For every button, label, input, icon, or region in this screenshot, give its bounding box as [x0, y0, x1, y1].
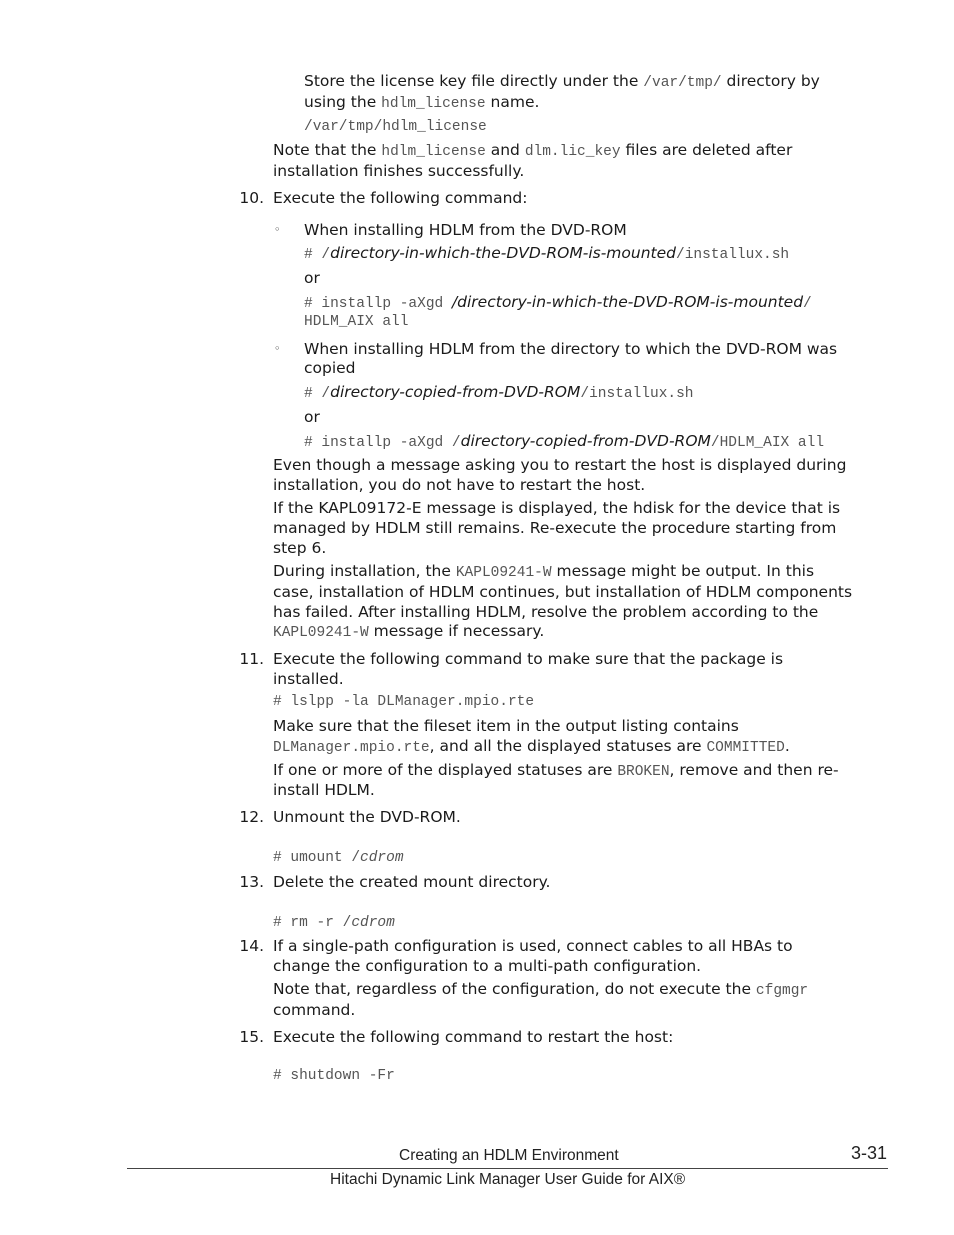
step-11-text-1: Execute the following command to make sure that the package is	[273, 650, 784, 668]
step-14-para-line-1: Note that, regardless of the configuration, do not execute the cfgmgr	[273, 980, 809, 999]
step-number-13: 13.	[239, 873, 264, 891]
step-10-bullet-2-label-2: copied	[304, 359, 356, 377]
or-text: or	[304, 408, 320, 426]
step-10-para-2-line-1: If the KAPL09172-E message is displayed, the hdisk for the device that is	[273, 499, 841, 517]
step-14-text-2: change the configuration to a multi-path configuration.	[273, 957, 702, 975]
step-number-14: 14.	[239, 937, 264, 955]
step-14-text-1: If a single-path configuration is used, connect cables to all HBAs to	[273, 937, 793, 955]
intro-note-line-1: Note that the hdlm_license and dlm.lic_key files are deleted after	[273, 141, 793, 160]
step-10-para-3-line-3: has failed. After installing HDLM, resolve the problem according to the	[273, 603, 819, 621]
step-10-para-2-line-3: step 6.	[273, 539, 327, 557]
step-10-bullet-2-command-2: # installp -aXgd /directory-copied-from-DVD-ROM/HDLM_AIX all	[304, 432, 825, 451]
step-10-bullet-1-command-2: # installp -aXgd /directory-in-which-the-DVD-ROM-is-mounted/	[304, 293, 812, 312]
step-10-para-3-line-1: During installation, the KAPL09241-W message might be output. In this	[273, 562, 815, 581]
intro-note-line-2: installation finishes successfully.	[273, 162, 525, 180]
intro-store-line-2: using the hdlm_license name.	[304, 93, 540, 112]
step-11-command: # lslpp -la DLManager.mpio.rte	[273, 694, 535, 710]
step-10-bullet-1-command-1: # /directory-in-which-the-DVD-ROM-is-mounted/installux.sh	[304, 244, 790, 263]
step-10-bullet-1-command-2-cont: HDLM_AIX all	[304, 314, 409, 330]
step-10-bullet-2-label-1: When installing HDLM from the directory to which the DVD-ROM was	[304, 340, 838, 358]
step-15-command: # shutdown -Fr	[273, 1068, 395, 1084]
var-tmp-dir: /var/tmp/	[643, 75, 722, 91]
step-10-para-1-line-1: Even though a message asking you to restart the host is displayed during	[273, 456, 847, 474]
step-13-command: # rm -r /cdrom	[273, 915, 395, 931]
step-11-para-1-line-2: DLManager.mpio.rte, and all the displayed statuses are COMMITTED.	[273, 737, 790, 756]
step-number-10: 10.	[239, 189, 264, 207]
footer-chapter-title: Creating an HDLM Environment	[399, 1147, 619, 1164]
step-number-15: 15.	[239, 1028, 264, 1046]
step-12-command: # umount /cdrom	[273, 850, 404, 866]
step-10-bullet-1-label: When installing HDLM from the DVD-ROM	[304, 221, 627, 239]
license-path: /var/tmp/hdlm_license	[304, 119, 487, 135]
hdlm-license-name: hdlm_license	[381, 96, 486, 112]
step-10-para-1-line-2: installation, you do not have to restart the host.	[273, 476, 646, 494]
intro-store-line-1: Store the license key file directly under the /var/tmp/ directory by	[304, 72, 820, 91]
step-11-para-2-line-2: install HDLM.	[273, 781, 375, 799]
step-13-text: Delete the created mount directory.	[273, 873, 551, 891]
footer-guide-title: Hitachi Dynamic Link Manager User Guide for AIX®	[330, 1171, 686, 1188]
step-number-12: 12.	[239, 808, 264, 826]
step-10-bullet-2-command-1: # /directory-copied-from-DVD-ROM/installux.sh	[304, 383, 694, 402]
step-number-11: 11.	[239, 650, 264, 668]
step-11-text-2: installed.	[273, 670, 344, 688]
step-12-text: Unmount the DVD-ROM.	[273, 808, 461, 826]
step-15-text: Execute the following command to restart the host:	[273, 1028, 674, 1046]
step-10-para-3-line-2: case, installation of HDLM continues, but installation of HDLM components	[273, 583, 853, 601]
footer-divider	[127, 1168, 888, 1169]
step-11-para-1-line-1: Make sure that the fileset item in the output listing contains	[273, 717, 739, 735]
step-10-para-3-line-4: KAPL09241-W message if necessary.	[273, 622, 545, 641]
hollow-circle-bullet-icon: ◦	[274, 223, 281, 236]
step-14-para-line-2: command.	[273, 1001, 356, 1019]
step-10-para-2-line-2: managed by HDLM still remains. Re-execute the procedure starting from	[273, 519, 837, 537]
step-11-para-2-line-1: If one or more of the displayed statuses are BROKEN, remove and then re-	[273, 761, 839, 780]
hollow-circle-bullet-icon: ◦	[274, 342, 281, 355]
page-number: 3-31	[851, 1143, 888, 1163]
step-10-text: Execute the following command:	[273, 189, 528, 207]
or-text: or	[304, 269, 320, 287]
